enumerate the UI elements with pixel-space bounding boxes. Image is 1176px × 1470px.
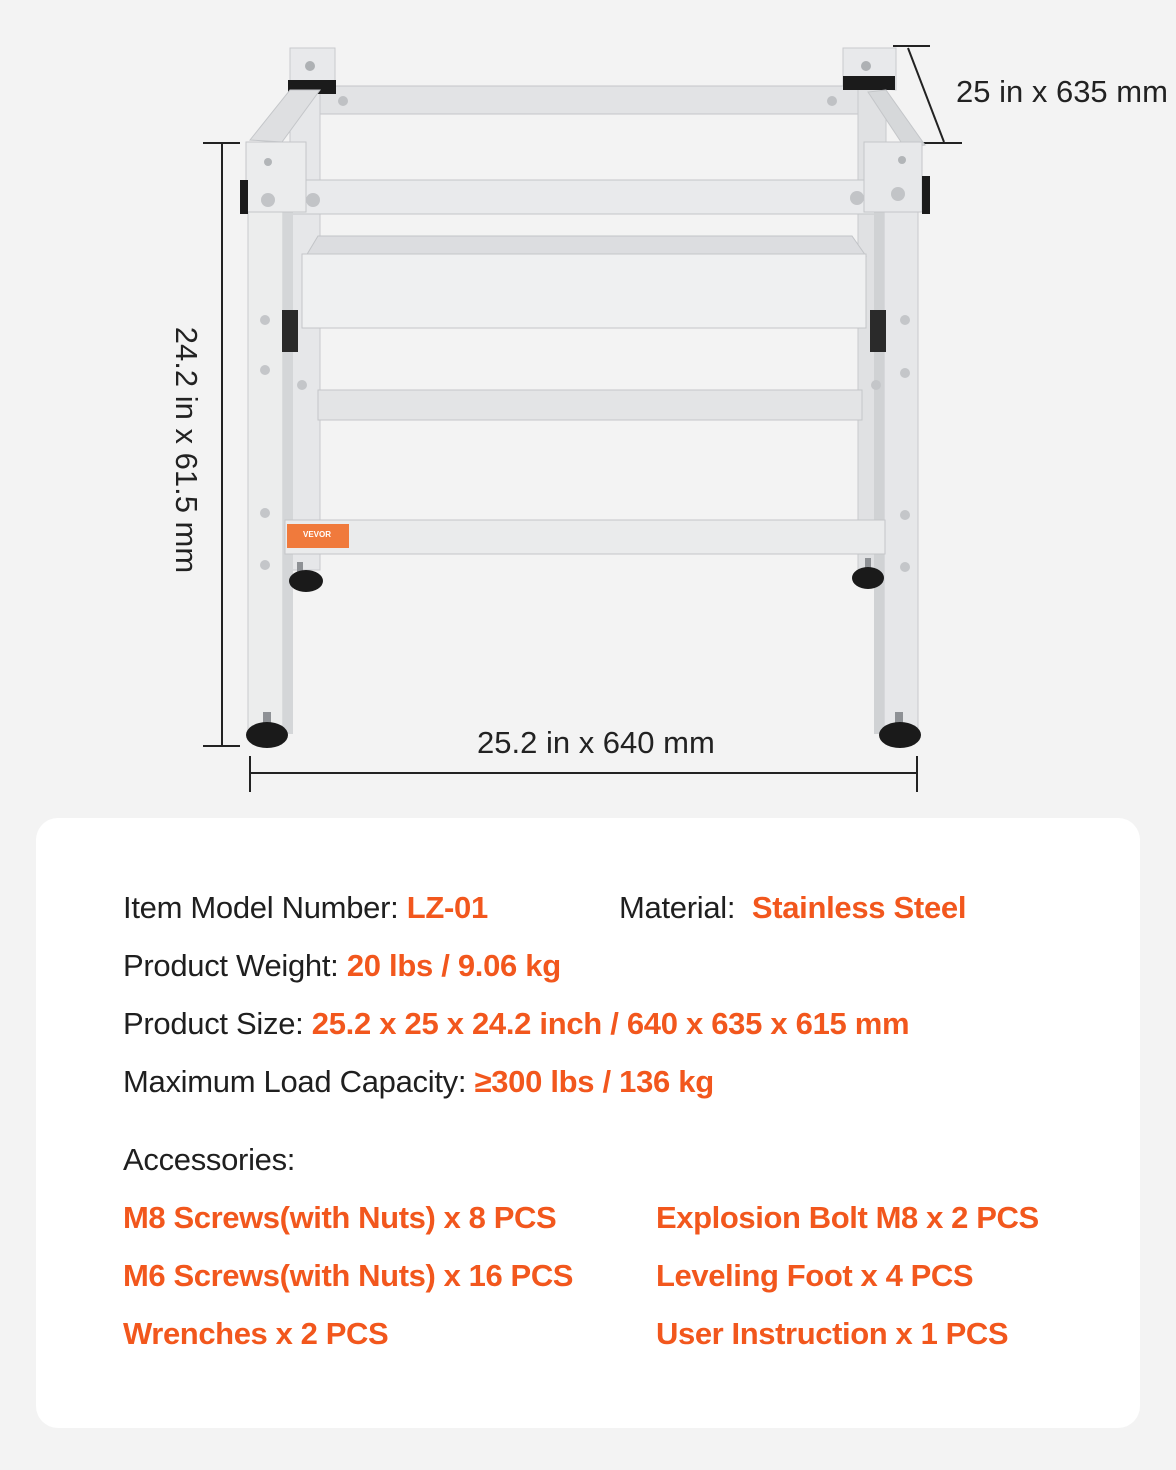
accessories-title: Accessories: — [123, 1142, 296, 1177]
accessory-item: Wrenches x 2 PCS — [123, 1316, 389, 1351]
accessory-item: M6 Screws(with Nuts) x 16 PCS — [123, 1258, 574, 1293]
size-value: 25.2 x 25 x 24.2 inch / 640 x 635 x 615 mm — [311, 1006, 910, 1041]
depth-dimension-label: 25 in x 635 mm — [956, 74, 1168, 109]
height-dimension-label: 24.2 in x 61.5 mm — [169, 326, 204, 574]
sliding-tray — [260, 236, 910, 378]
lower-frame — [260, 380, 910, 572]
size-label: Product Size: — [123, 1006, 304, 1041]
model-number-value: LZ-01 — [406, 890, 488, 925]
accessory-item: Explosion Bolt M8 x 2 PCS — [656, 1200, 1039, 1235]
frame-front — [240, 142, 930, 734]
load-capacity-value: ≥300 lbs / 136 kg — [474, 1064, 714, 1099]
specifications-card — [36, 818, 1140, 1428]
load-capacity-label: Maximum Load Capacity: — [123, 1064, 467, 1099]
size-row — [123, 1006, 909, 1042]
accessory-item: M8 Screws(with Nuts) x 8 PCS — [123, 1200, 557, 1235]
weight-label: Product Weight: — [123, 948, 339, 983]
weight-value: 20 lbs / 9.06 kg — [346, 948, 561, 983]
brand-tag: VEVOR — [303, 530, 332, 539]
material-row — [619, 890, 966, 926]
accessory-item: User Instruction x 1 PCS — [656, 1316, 1009, 1351]
leveling-feet — [246, 558, 921, 748]
accessory-item: Leveling Foot x 4 PCS — [656, 1258, 974, 1293]
width-dimension-label: 25.2 in x 640 mm — [477, 725, 715, 760]
weight-row — [123, 948, 561, 984]
material-value: Stainless Steel — [751, 890, 967, 925]
load-capacity-row — [123, 1064, 714, 1100]
material-label: Material: — [619, 890, 736, 925]
model-number-row — [123, 890, 488, 926]
model-number-label: Item Model Number: — [123, 890, 399, 925]
